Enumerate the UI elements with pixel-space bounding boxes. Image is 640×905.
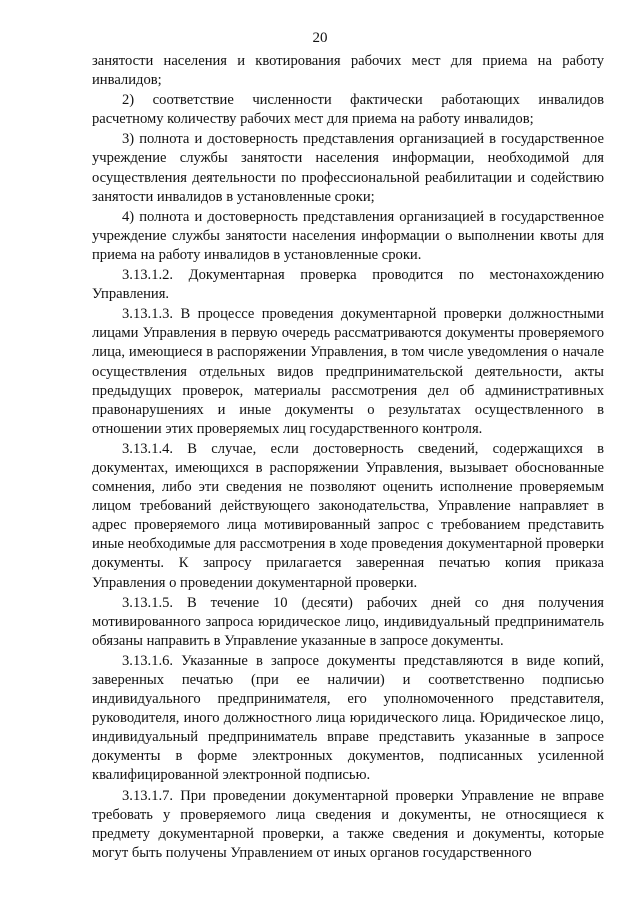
clause-3-13-1-3: 3.13.1.3. В процессе проведения документарной проверки должностными лицами Управления в первую очередь рассматриваются документы проверяемого лица, имеющиеся в распоряжении Управления, в том числе уведомления о начале осуществления отдельных видов предпринимательской деятельности, акты предыдущих проверок, материалы рассмотрения дел об административных правонарушениях и иные документы о результатах осуществленного в отношении этих проверяемых лиц государственного контроля.	[92, 306, 604, 437]
clause-3-13-1-2: 3.13.1.2. Документарная проверка проводится по местонахождению Управления.	[92, 267, 604, 303]
page-number: 20	[312, 30, 328, 46]
clause-3-13-1-6: 3.13.1.6. Указанные в запросе документы представляются в виде копий, заверенных печатью (при ее наличии) и соответственно подписью индивидуального предпринимателя, его уполномоченного представителя, руководителя, иного должностного лица юридического лица. Юридическое лицо, индивидуальный предприниматель вправе представить указанные в запросе документы в форме электронных документов, подписанных усиленной квалифицированной электронной подписью.	[92, 652, 604, 784]
clause-3-13-1-7: 3.13.1.7. При проведении документарной проверки Управление не вправе требовать у проверяемого лица сведения и документы, не относящиеся к предмету документарной проверки, а также сведения и документы, которые могут быть получены Управлением от иных органов государственного	[92, 787, 604, 861]
document-body	[92, 52, 604, 864]
list-item-2: 2) соответствие численности фактически работающих инвалидов расчетному количеству рабочих мест для приема на работу инвалидов;	[92, 92, 604, 128]
clause-3-13-1-4: 3.13.1.4. В случае, если достоверность сведений, содержащихся в документах, имеющихся в распоряжении Управления, вызывает обоснованные сомнения, либо эти сведения не позволяют оценить исполнение проверяемым лицом требований действующего законодательства, Управление направляет в адрес проверяемого лица мотивированный запрос с требованием представить иные необходимые для рассмотрения в ходе проведения документарной проверки документы. К запросу прилагается заверенная печатью копия приказа Управления о проведении документарной проверки.	[92, 440, 604, 591]
list-item-3: 3) полнота и достоверность представления организацией в государственное учреждение службы занятости населения информации, необходимой для осуществления деятельности по профессиональной реабилитации и содействию занятости инвалидов в установленные сроки;	[92, 131, 604, 205]
list-item-4: 4) полнота и достоверность представления организацией в государственное учреждение службы занятости населения информации о выполнении квоты для приема на работу инвалидов в установленные сроки.	[92, 208, 604, 263]
paragraph-continuation: занятости населения и квотирования рабочих мест для приема на работу инвалидов;	[92, 53, 604, 89]
clause-3-13-1-5: 3.13.1.5. В течение 10 (десяти) рабочих дней со дня получения мотивированного запроса юридическое лицо, индивидуальный предприниматель обязаны направить в Управление указанные в запросе документы.	[92, 594, 604, 649]
